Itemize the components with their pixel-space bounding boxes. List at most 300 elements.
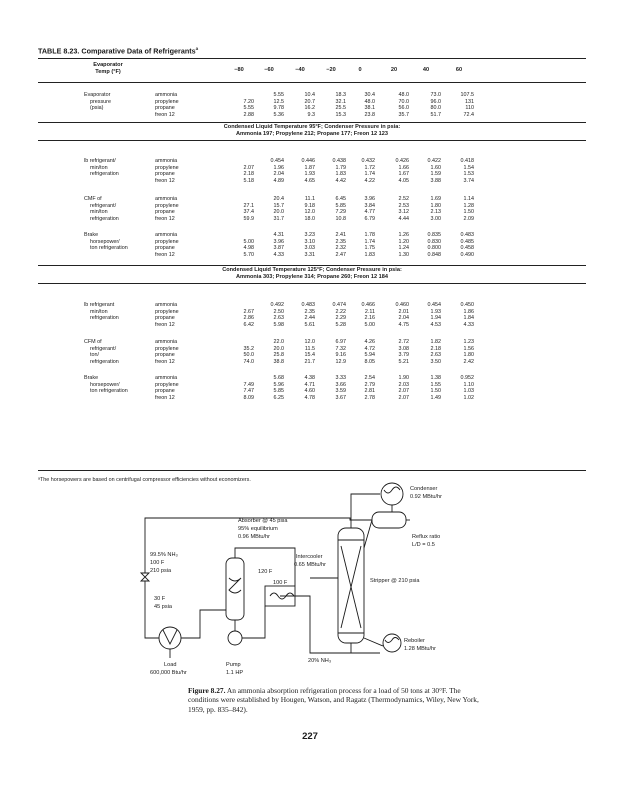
table-cell: 0.483 xyxy=(301,302,315,308)
row-group-label: Evaporator xyxy=(84,92,111,98)
table-cell: 1.56 xyxy=(463,345,474,352)
table-cell: 0.454 xyxy=(427,302,441,308)
table-cell: 107.5 xyxy=(460,92,474,98)
row-group-label: ton refrigeration xyxy=(90,245,128,252)
table-cell: 1.84 xyxy=(463,315,474,322)
table-cell: 0.446 xyxy=(301,158,315,164)
table-cell: 2.63 xyxy=(430,352,441,359)
table-cell: 1.10 xyxy=(463,381,474,388)
table-cell: 0.952 xyxy=(460,375,474,381)
table-cell: 2.04 xyxy=(273,171,284,178)
refrigerant-name: ammonia xyxy=(155,232,178,238)
table-cell: 56.0 xyxy=(398,105,409,112)
row-group-label: refrigeration xyxy=(90,315,119,322)
table-cell: 4.65 xyxy=(304,177,315,184)
row-group-label: min/ton xyxy=(90,209,108,216)
table-cell: 1.66 xyxy=(398,164,409,171)
table-cell: 1.03 xyxy=(463,388,474,395)
table-cell: 5.61 xyxy=(304,321,315,328)
table-title-note: a xyxy=(195,46,199,51)
refrigerant-name: propylene xyxy=(155,308,179,315)
header-label xyxy=(78,62,138,76)
table-cell: 5.28 xyxy=(335,321,346,328)
table-cell: 4.42 xyxy=(335,177,346,184)
table-cell: 5.55 xyxy=(273,92,284,98)
row-group-label: refrigeration xyxy=(90,215,119,222)
table-cell: 2.18 xyxy=(430,345,441,352)
table-cell: 0.466 xyxy=(361,302,375,308)
table-cell: 2.54 xyxy=(364,375,375,381)
table-cell: 4.26 xyxy=(364,339,375,345)
table-cell: 3.12 xyxy=(398,209,409,216)
table-cell: 2.42 xyxy=(463,358,474,365)
table-cell: 1.86 xyxy=(463,308,474,315)
table-cell: 2.09 xyxy=(463,215,474,222)
load-label: Load xyxy=(164,662,177,668)
row-group-label: refrigerant/ xyxy=(90,345,117,352)
table-cell: 2.53 xyxy=(398,202,409,209)
table-cell: 5.94 xyxy=(364,352,375,359)
temp-header-3: −20 xyxy=(326,67,336,73)
table-cell: 0.438 xyxy=(332,158,346,164)
table-cell: 1.80 xyxy=(463,352,474,359)
table-cell: 0.848 xyxy=(427,251,441,258)
table-cell: 74.0 xyxy=(243,358,254,365)
table-cell: 35.7 xyxy=(398,111,409,118)
table-cell: 1.93 xyxy=(304,171,315,178)
table-cell: 20.0 xyxy=(273,345,284,352)
table-cell: 2.16 xyxy=(364,315,375,322)
condition-line2: Ammonia 197; Propylene 212; Propane 177; Freon 12 123 xyxy=(235,131,389,137)
table-cell: 10.8 xyxy=(335,215,346,222)
figure-caption xyxy=(188,686,488,714)
reboiler-symbol xyxy=(383,634,401,652)
refrigerant-name: propylene xyxy=(155,381,179,388)
table-cell: 5.00 xyxy=(364,321,375,328)
header-label-line2: Temp (°F) xyxy=(95,68,121,75)
table-cell: 4.44 xyxy=(398,215,409,222)
condenser-label: Condenser xyxy=(410,486,438,492)
table-top-rule xyxy=(38,58,586,59)
table-cell: 72.4 xyxy=(463,111,474,118)
reboiler-coil xyxy=(385,638,399,643)
table-cell: 1.72 xyxy=(364,164,375,171)
figure-caption-text: An ammonia absorption refrigeration process for a load of 50 tons at 30°F. The conditions were established by Hougen, Watson, and Ragatz (Thermodynamics, Wiley, New York, 1959, pp. 835–842). xyxy=(188,686,479,714)
table-cell: 2.04 xyxy=(398,315,409,322)
table-cell: 35.2 xyxy=(243,345,254,352)
table-cell: 2.11 xyxy=(364,308,375,315)
absorption-process-diagram xyxy=(110,478,510,688)
table-cell: 1.20 xyxy=(398,238,409,245)
table-cell: 5.70 xyxy=(243,251,254,258)
table-cell: 1.69 xyxy=(430,196,441,202)
table-cell: 2.07 xyxy=(398,388,409,395)
temp-header-0: −80 xyxy=(234,67,244,73)
table-cell: 0.454 xyxy=(270,158,284,164)
table-cell: 0.800 xyxy=(427,245,441,252)
table-cell: 5.00 xyxy=(243,238,254,245)
table-cell: 21.7 xyxy=(304,358,315,365)
table-cell: 4.98 xyxy=(243,245,254,252)
table-cell: 0.474 xyxy=(332,302,346,308)
refrigerant-name: propylene xyxy=(155,164,179,171)
table-cell: 131 xyxy=(465,98,474,105)
refrigerant-name: propane xyxy=(155,315,175,322)
absorber-label: Absorber @ 45 psia xyxy=(238,518,288,524)
table-cell: 50.0 xyxy=(243,352,254,359)
row-group-label: ton refrigeration xyxy=(90,388,128,395)
stream-pressure: 210 psia xyxy=(150,568,172,574)
stream-nh3-concentration: 99.5% NH₃ xyxy=(150,552,178,558)
table-cell: 2.01 xyxy=(398,308,409,315)
table-cell: 2.32 xyxy=(335,245,346,252)
table-title-text: TABLE 8.23. Comparative Data of Refrigerants xyxy=(38,46,196,56)
table-cell: 51.7 xyxy=(430,111,441,118)
condenser-symbol xyxy=(381,483,403,505)
table-cell: 15.7 xyxy=(273,202,284,209)
refrigerant-name: freon 12 xyxy=(155,394,175,401)
absorber-equilibrium: 95% equilibrium xyxy=(238,526,278,532)
row-group-label: lb refrigerant xyxy=(84,302,115,308)
reboiler-duty: 1.28 MBtu/hr xyxy=(404,646,437,652)
table-cell: 1.60 xyxy=(430,164,441,171)
pump-symbol xyxy=(228,631,242,645)
table-footnote: ᵃThe horsepowers are based on centrifugal compressor efficiencies without economizers. xyxy=(38,477,251,483)
row-group-label: CMF of xyxy=(84,196,102,202)
table-cell: 1.50 xyxy=(463,209,474,216)
table-cell: 3.84 xyxy=(364,202,375,209)
table-cell: 0.458 xyxy=(460,245,474,252)
table-cell: 1.79 xyxy=(335,164,346,171)
table-cell: 7.20 xyxy=(243,98,254,105)
table-cell: 0.460 xyxy=(395,302,409,308)
table-cell: 3.96 xyxy=(273,238,284,245)
table-cell: 3.23 xyxy=(304,232,315,238)
table-cell: 11.5 xyxy=(304,345,315,352)
table-cell: 1.59 xyxy=(430,171,441,178)
table-cell: 23.8 xyxy=(364,111,375,118)
table-cell: 6.42 xyxy=(243,321,254,328)
table-cell: 1.83 xyxy=(364,251,375,258)
reflux-ratio-label: Reflux ratio xyxy=(412,534,441,540)
table-cell: 1.96 xyxy=(273,164,284,171)
temp-header-1: −60 xyxy=(264,67,274,73)
table-cell: 3.03 xyxy=(304,245,315,252)
temp-header-5: 20 xyxy=(390,67,398,73)
refrigerant-name: propane xyxy=(155,352,175,359)
expansion-valve xyxy=(141,573,149,581)
table-cell: 1.23 xyxy=(463,339,474,345)
row-group-label: refrigeration xyxy=(90,358,119,365)
table-cell: 4.31 xyxy=(273,232,284,238)
table-cell: 15.3 xyxy=(335,111,346,118)
absorber-coil xyxy=(229,578,241,593)
table-cell: 1.24 xyxy=(398,245,409,252)
table-cell: 31.7 xyxy=(273,215,284,222)
temperature-120f: 120 F xyxy=(258,569,273,575)
table-cell: 7.29 xyxy=(335,209,346,216)
table-cell: 1.94 xyxy=(430,315,441,322)
table-cell: 32.1 xyxy=(335,98,346,105)
table-cell: 4.53 xyxy=(430,321,441,328)
table-cell: 27.1 xyxy=(243,202,254,209)
table-cell: 5.36 xyxy=(273,111,284,118)
table-cell: 9.16 xyxy=(335,352,346,359)
table-cell: 3.31 xyxy=(304,251,315,258)
table-cell: 1.55 xyxy=(430,381,441,388)
table-cell: 2.63 xyxy=(273,315,284,322)
condition-rule xyxy=(38,140,586,141)
table-cell: 1.67 xyxy=(398,171,409,178)
refrigerant-name: propylene xyxy=(155,345,179,352)
table-title xyxy=(38,46,198,55)
table-cell: 12.9 xyxy=(335,358,346,365)
table-cell: 1.30 xyxy=(398,251,409,258)
table-cell: 2.41 xyxy=(335,232,346,238)
table-cell: 15.4 xyxy=(304,352,315,359)
condition-line1: Condensed Liquid Temperature 95°F; Condenser Pressure in psia: xyxy=(223,124,401,130)
table-cell: 18.3 xyxy=(335,92,346,98)
table-cell: 73.0 xyxy=(430,92,441,98)
table-cell: 9.3 xyxy=(307,111,315,118)
table-cell: 0.450 xyxy=(460,302,474,308)
table-cell: 2.78 xyxy=(364,394,375,401)
table-cell: 5.85 xyxy=(335,202,346,209)
row-group-label: horsepower/ xyxy=(90,381,120,388)
table-cell: 9.18 xyxy=(304,202,315,209)
reflux-drum xyxy=(372,512,406,528)
refrigerant-name: propane xyxy=(155,388,175,395)
refrigerant-name: ammonia xyxy=(155,92,178,98)
table-cell: 0.422 xyxy=(427,158,441,164)
table-cell: 0.835 xyxy=(427,232,441,238)
evaporator-temperature: 30 F xyxy=(154,596,166,602)
table-cell: 2.52 xyxy=(398,196,409,202)
table-cell: 5.18 xyxy=(243,177,254,184)
table-cell: 0.426 xyxy=(395,158,409,164)
table-cell: 2.29 xyxy=(335,315,346,322)
temp-header-6: 40 xyxy=(422,67,430,73)
table-cell: 2.07 xyxy=(243,164,254,171)
table-cell: 37.4 xyxy=(243,209,254,216)
table-cell: 0.490 xyxy=(460,251,474,258)
temp-header-4: 0 xyxy=(358,67,362,73)
table-cell: 3.87 xyxy=(273,245,284,252)
table-cell: 20.7 xyxy=(304,98,315,105)
table-cell: 2.47 xyxy=(335,251,346,258)
temp-header-2: −40 xyxy=(295,67,305,73)
refrigerant-name: freon 12 xyxy=(155,251,175,258)
row-group-label: min/ton xyxy=(90,164,108,171)
table-cell: 3.59 xyxy=(335,388,346,395)
table-cell: 5.98 xyxy=(273,321,284,328)
table-cell: 0.418 xyxy=(460,158,474,164)
table-cell: 3.33 xyxy=(335,375,346,381)
table-cell: 1.82 xyxy=(430,339,441,345)
table-cell: 16.2 xyxy=(304,105,315,112)
refrigerant-name: propylene xyxy=(155,238,179,245)
row-group-label: pressure xyxy=(90,98,111,105)
table-cell: 1.80 xyxy=(430,202,441,209)
table-cell: 2.67 xyxy=(243,308,254,315)
table-cell: 3.96 xyxy=(364,196,375,202)
table-cell: 2.35 xyxy=(304,308,315,315)
table-cell: 4.33 xyxy=(273,251,284,258)
table-cell: 18.0 xyxy=(304,215,315,222)
table-cell: 4.22 xyxy=(364,177,375,184)
table-cell: 25.5 xyxy=(335,105,346,112)
row-group-label: lb refrigerant/ xyxy=(84,158,116,164)
table-cell: 6.97 xyxy=(335,339,346,345)
table-cell: 1.49 xyxy=(430,394,441,401)
table-cell: 12.0 xyxy=(304,209,315,216)
pump-power: 1.1 HP xyxy=(226,670,244,676)
table-cell: 2.35 xyxy=(335,238,346,245)
table-cell: 20.4 xyxy=(273,196,284,202)
condition-rule xyxy=(38,265,586,266)
refrigerant-name: ammonia xyxy=(155,375,178,381)
table-cell: 22.0 xyxy=(273,339,284,345)
row-group-label: refrigeration xyxy=(90,171,119,178)
table-cell: 48.0 xyxy=(398,92,409,98)
refrigerant-name: propylene xyxy=(155,202,179,209)
absorber-duty: 0.96 MBtu/hr xyxy=(238,534,271,540)
table-cell: 9.78 xyxy=(273,105,284,112)
row-group-label: (psia) xyxy=(90,105,104,112)
table-cell: 3.66 xyxy=(335,381,346,388)
table-cell: 4.38 xyxy=(304,375,315,381)
table-cell: 1.74 xyxy=(364,238,375,245)
row-group-label: Brake xyxy=(84,375,99,381)
table-cell: 3.10 xyxy=(304,238,315,245)
refrigerant-name: ammonia xyxy=(155,196,178,202)
table-cell: 38.8 xyxy=(273,358,284,365)
table-cell: 3.67 xyxy=(335,394,346,401)
table-cell: 3.79 xyxy=(398,352,409,359)
table-cell: 4.60 xyxy=(304,388,315,395)
table-cell: 1.14 xyxy=(463,196,474,202)
refrigerant-name: freon 12 xyxy=(155,111,175,118)
table-bottom-rule xyxy=(38,470,586,471)
refrigerant-name: ammonia xyxy=(155,302,178,308)
table-cell: 6.25 xyxy=(273,394,284,401)
table-cell: 2.81 xyxy=(364,388,375,395)
table-cell: 4.77 xyxy=(364,209,375,216)
table-cell: 2.18 xyxy=(243,171,254,178)
row-group-label: min/ton xyxy=(90,308,108,315)
row-group-label: CFM of xyxy=(84,339,102,345)
table-cell: 4.89 xyxy=(273,177,284,184)
table-cell: 4.33 xyxy=(463,321,474,328)
table-cell: 11.1 xyxy=(304,196,315,202)
row-group-label: ton/ xyxy=(90,352,99,359)
table-cell: 0.432 xyxy=(361,158,375,164)
refrigerant-name: propane xyxy=(155,105,175,112)
table-cell: 25.8 xyxy=(273,352,284,359)
intercooler-label: Intercooler xyxy=(296,554,323,560)
refrigerant-name: freon 12 xyxy=(155,177,175,184)
row-group-label: Brake xyxy=(84,232,99,238)
table-cell: 38.1 xyxy=(364,105,375,112)
table-cell: 0.485 xyxy=(460,238,474,245)
table-cell: 10.4 xyxy=(304,92,315,98)
stripper-label: Stripper @ 210 psia xyxy=(370,578,420,584)
weak-solution-label: 20% NH₃ xyxy=(308,658,332,664)
table-cell: 3.88 xyxy=(430,177,441,184)
evaporator-pressure: 45 psia xyxy=(154,604,173,610)
row-group-label: refrigerant/ xyxy=(90,202,117,209)
table-cell: 1.78 xyxy=(364,232,375,238)
table-cell: 3.50 xyxy=(430,358,441,365)
figure-caption-label: Figure 8.27. xyxy=(188,686,226,695)
table-cell: 5.21 xyxy=(398,358,409,365)
table-cell: 2.50 xyxy=(273,308,284,315)
reboiler-label: Reboiler xyxy=(404,638,425,644)
refrigerant-name: propane xyxy=(155,245,175,252)
table-cell: 4.05 xyxy=(398,177,409,184)
table-cell: 8.09 xyxy=(243,394,254,401)
table-cell: 2.79 xyxy=(364,381,375,388)
pump-label: Pump xyxy=(226,662,241,668)
table-cell: 1.50 xyxy=(430,388,441,395)
reflux-ratio-value: L/D = 0.5 xyxy=(412,542,435,548)
table-cell: 4.71 xyxy=(304,381,315,388)
refrigerant-name: ammonia xyxy=(155,158,178,164)
table-cell: 110 xyxy=(465,105,474,112)
table-cell: 1.87 xyxy=(304,164,315,171)
table-cell: 3.74 xyxy=(463,177,474,184)
table-cell: 1.90 xyxy=(398,375,409,381)
evaporator-symbol xyxy=(159,627,181,649)
table-cell: 3.00 xyxy=(430,215,441,222)
load-value: 600,000 Btu/hr xyxy=(150,670,187,676)
condition-rule xyxy=(38,283,586,284)
table-cell: 6.79 xyxy=(364,215,375,222)
table-cell: 1.26 xyxy=(398,232,409,238)
table-cell: 96.0 xyxy=(430,98,441,105)
table-cell: 48.0 xyxy=(364,98,375,105)
intercooler-duty: 0.65 MBtu/hr xyxy=(294,562,327,568)
refrigerant-name: freon 12 xyxy=(155,215,175,222)
table-cell: 0.492 xyxy=(270,302,284,308)
table-cell: 1.54 xyxy=(463,164,474,171)
condenser-coil xyxy=(384,487,400,493)
table-cell: 1.75 xyxy=(364,245,375,252)
table-cell: 5.85 xyxy=(273,388,284,395)
table-cell: 80.0 xyxy=(430,105,441,112)
table-cell: 4.72 xyxy=(364,345,375,352)
table-cell: 5.96 xyxy=(273,381,284,388)
table-cell: 2.88 xyxy=(243,111,254,118)
table-cell: 12.5 xyxy=(273,98,284,105)
table-cell: 7.47 xyxy=(243,388,254,395)
table-cell: 5.68 xyxy=(273,375,284,381)
table-cell: 7.32 xyxy=(335,345,346,352)
table-cell: 2.13 xyxy=(430,209,441,216)
table-cell: 2.72 xyxy=(398,339,409,345)
table-cell: 30.4 xyxy=(364,92,375,98)
refrigerant-name: propylene xyxy=(155,98,179,105)
header-bottom-rule xyxy=(38,82,586,83)
condenser-duty: 0.92 MBtu/hr xyxy=(410,494,443,500)
table-cell: 1.02 xyxy=(463,394,474,401)
refrigerant-name: freon 12 xyxy=(155,321,175,328)
table-cell: 59.9 xyxy=(243,215,254,222)
table-cell: 5.55 xyxy=(243,105,254,112)
table-cell: 6.45 xyxy=(335,196,346,202)
table-cell: 2.07 xyxy=(398,394,409,401)
table-cell: 0.483 xyxy=(460,232,474,238)
